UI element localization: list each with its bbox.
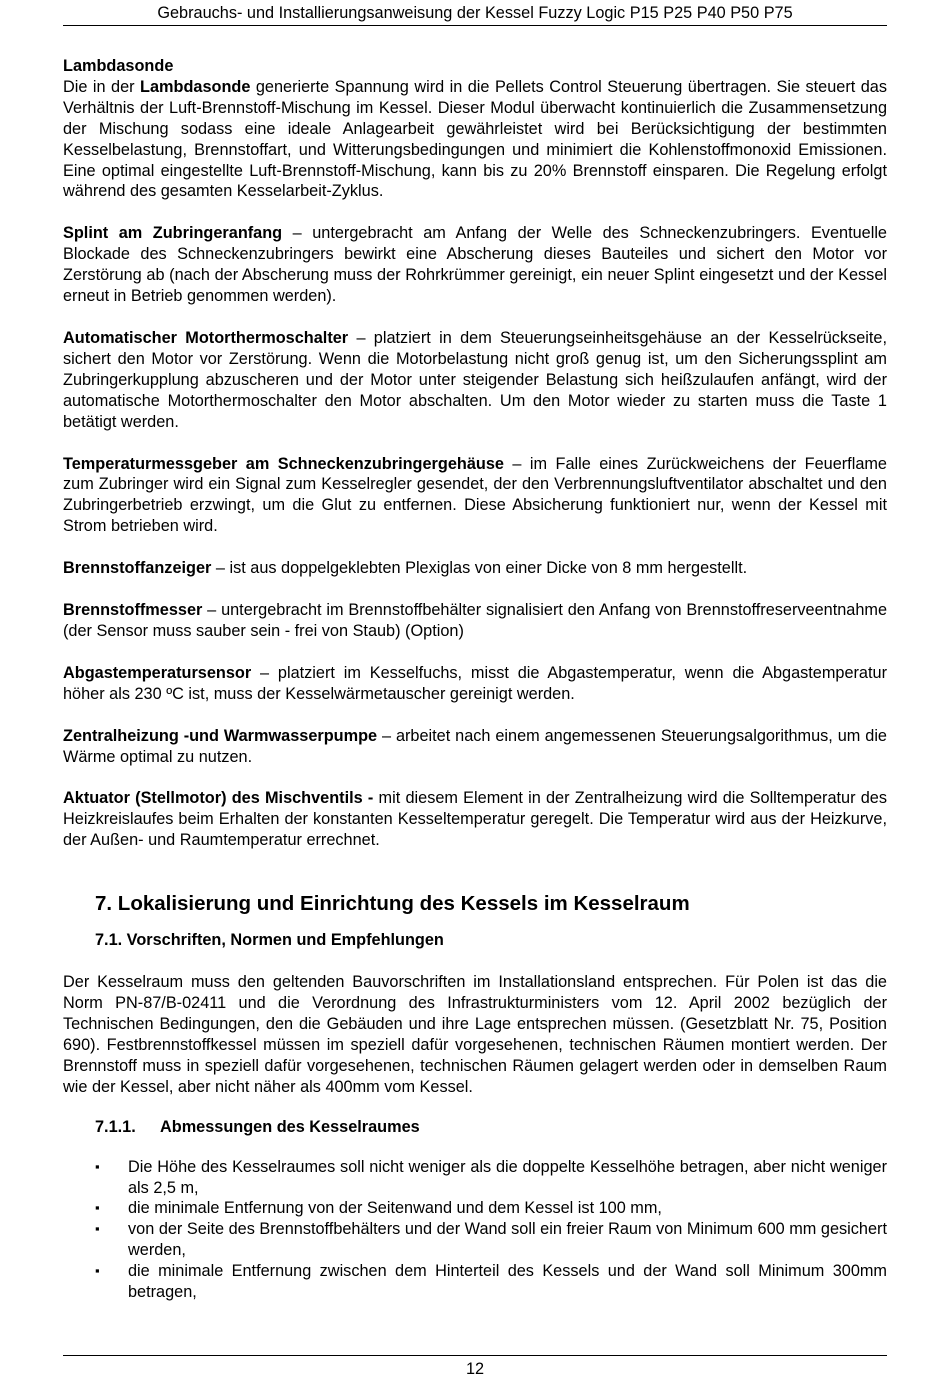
- bullet-icon: ▪: [95, 1200, 100, 1216]
- item-text: – arbeitet nach einem angemessenen Steuerungsalgorithmus, um die Wärme optimal zu nutzen.: [63, 726, 887, 766]
- list-item-text: von der Seite des Brennstoffbehälters und der Wand soll ein freier Raum von Minimum 600 mm gesichert werden,: [128, 1220, 887, 1260]
- item-brennstoffanzeiger: [63, 558, 887, 579]
- item-temperaturmessgeber: [63, 454, 887, 538]
- subsubsection-title: Abmessungen des Kesselraumes: [160, 1117, 420, 1136]
- lambda-paragraph: [63, 56, 887, 202]
- list-item: [63, 1219, 887, 1261]
- item-text: – platziert im Kesselfuchs, misst die Abgastemperatur, wenn die Abgastemperatur höher als 230 ºC ist, muss der Kesselwärmetauscher gereinigt werden.: [63, 663, 887, 703]
- subsection-heading: 7.1. Vorschriften, Normen und Empfehlungen: [95, 931, 444, 950]
- page-body: [63, 56, 887, 1303]
- item-text: – untergebracht im Brennstoffbehälter signalisiert den Anfang von Brennstoffreserveentnahme (der Sensor muss sauber sein - frei von Staub) (Option): [63, 601, 887, 640]
- item-term: Splint am Zubringeranfang: [63, 224, 283, 243]
- page-number: 12: [465, 1360, 485, 1378]
- header-divider: [63, 25, 887, 26]
- item-text: – untergebracht am Anfang der Welle des Schneckenzubringers. Eventuelle Blockade des Schneckenzubringers bewirkt eine Abscherung dieses Bauteiles und sichert den Motor vor Zerstörung ab (nach der Abscherung muss der Rohrkrümmer gereinigt, ein neuer Splint eingesetzt und der Kessel erneut in Betrieb genommen werden).: [63, 224, 887, 306]
- bullet-icon: ▪: [95, 1158, 100, 1174]
- item-term: Aktuator (Stellmotor) des Mischventils -: [63, 789, 374, 808]
- list-item-text: Die Höhe des Kesselraumes soll nicht weniger als die doppelte Kesselhöhe betragen, aber nicht weniger als 2,5 m,: [128, 1157, 887, 1197]
- item-text: – platziert in dem Steuerungseinheitsgehäuse an der Kesselrückseite, sichert den Motor vor Zerstörung. Wenn die Motorbelastung nicht groß genug ist, um den Sicherungssplint am Zubringerkupplung abzuscheren und der Motor unter steigender Belastung sich heißzulaufen anfängt, wird der automatische Motorthermoschalter den Motor abschalten. Um den Motor wieder zu starten muss die Taste 1 betätigt werden.: [63, 328, 888, 431]
- lambda-bold-term: Lambdasonde: [140, 77, 251, 96]
- list-item-text: die minimale Entfernung von der Seitenwand und dem Kessel ist 100 mm,: [128, 1199, 662, 1218]
- section-heading: 7. Lokalisierung und Einrichtung des Kessels im Kesselraum: [95, 892, 690, 916]
- list-item: [63, 1198, 887, 1219]
- bullet-icon: ▪: [95, 1221, 100, 1237]
- item-abgastemperatursensor: [63, 663, 887, 705]
- item-motorthermoschalter: [63, 328, 887, 433]
- lambda-heading: Lambdasonde: [63, 57, 174, 75]
- item-term: Automatischer Motorthermoschalter: [63, 328, 349, 347]
- list-item: [63, 1261, 887, 1303]
- bullet-list: [63, 1157, 887, 1303]
- item-splint: [63, 223, 887, 307]
- item-term: Zentralheizung -und Warmwasserpumpe: [63, 726, 378, 745]
- lambda-text-2: generierte Spannung wird in die Pellets Control Steuerung übertragen. Sie steuert das Verhältnis der Luft-Brennstoff-Mischung im Kessel. Dieser Modul überwacht kontinuierlich die Zusammensetzung der Mischung sodass eine ideale Anlagearbeit gewährleistet wird bei Berücksichtigung der bestimmten Kesselbelastung, Brennstoffart, und Witterungsbedingungen und minimiert die Kohlenstoffmonoxid Emissionen. Eine optimal eingestellte Luft-Brennstoff-Mischung, kann bis zu 20% Brennstoff einsparen. Die Regelung erfolgt während des gesamten Kesselarbeit-Zyklus.: [63, 77, 887, 201]
- item-text: mit diesem Element in der Zentralheizung wird die Solltemperatur des Heizkreislaufes beim Erhalten der konstanten Kesseltemperatur geregelt. Die Temperatur wird aus der Heizkurve, der Außen- und Raumtemperatur errechnet.: [63, 789, 887, 850]
- footer-divider: [63, 1355, 887, 1356]
- section-paragraph: Der Kesselraum muss den geltenden Bauvorschriften im Installationsland entsprechen. Für Polen ist das die Norm PN-87/B-02411 und die Verordnung des Infrastrukturministers vom 12. April 2002 bezüglich der Technischen Bedingungen, den die Gebäuden und ihre Lage entsprechen müssen. (Gesetzblatt Nr. 75, Position 690). Festbrennstoffkessel müssen im speziell dafür vorgesehenen, technischen Räumen montiert werden. Der Brennstoff muss in speziell dafür vorgesehenen, technischen Räumen gelagert werden oder in demselben Raum wie der Kessel, aber nicht näher als 400mm vom Kessel.: [63, 973, 887, 1096]
- lambda-text-1: Die in der: [63, 77, 141, 96]
- item-text: – im Falle eines Zurückweichens der Feuerflame zum Zubringer wird ein Signal zum Kesselregler gesendet, der den Verbrennungsluftventilator abschaltet und den Zubringerbetrieb erzwingt, um die Glut zu entfernen. Diese Absicherung funktioniert nur, wenn der Kessel mit Strom betrieben wird.: [63, 454, 887, 536]
- item-aktuator: [63, 788, 887, 851]
- item-term: Temperaturmessgeber am Schneckenzubringergehäuse: [63, 454, 504, 473]
- item-term: Brennstoffmesser: [63, 601, 203, 620]
- bullet-icon: ▪: [95, 1263, 100, 1279]
- item-text: – ist aus doppelgeklebten Plexiglas von einer Dicke von 8 mm hergestellt.: [211, 559, 748, 578]
- page-header: Gebrauchs- und Installierungsanweisung der Kessel Fuzzy Logic P15 P25 P40 P50 P75: [157, 4, 793, 22]
- item-brennstoffmesser: [63, 600, 887, 642]
- list-item-text: die minimale Entfernung zwischen dem Hinterteil des Kessels und der Wand soll Minimum 300mm betragen,: [128, 1262, 887, 1302]
- subsubsection-number: 7.1.1.: [95, 1117, 136, 1136]
- subsubsection-heading: [95, 1117, 887, 1138]
- item-term: Brennstoffanzeiger: [63, 559, 212, 578]
- item-pumpe: [63, 726, 887, 768]
- item-term: Abgastemperatursensor: [63, 663, 252, 682]
- list-item: [63, 1157, 887, 1199]
